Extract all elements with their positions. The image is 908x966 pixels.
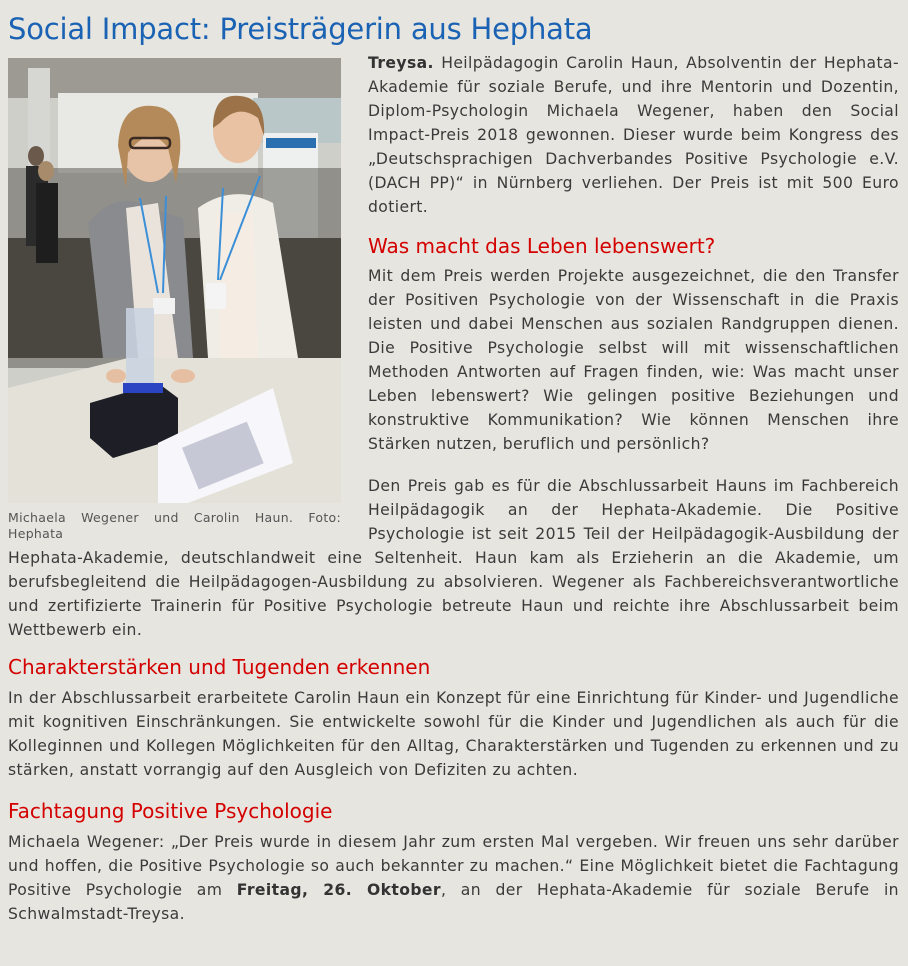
section-paragraph [8,830,899,926]
photo-caption: Michaela Wegener und Carolin Haun. Foto: Hephata [8,510,341,541]
quote-text: Michaela Wegener: „Der Preis wurde in diesem Jahr zum ersten Mal vergeben. Wir freuen uns sehr darüber und hoffen, die Positive Psychologie so auch bekannter zu machen.“ Eine Möglichkeit bietet die Fachtagung Positive Psychologie am [8,833,899,899]
article-figure [8,58,341,542]
section-paragraph: Mit dem Preis werden Projekte ausgezeichnet, die den Transfer der Positiven Psychologie von der Wissenschaft in die Praxis leisten und dabei Menschen aus sozialen Randgruppen dienen. Die Positive Psychologie selbst will mit wissenschaftlichen Methoden Antworten auf Fragen finden, wie: Was macht unser Leben lebenswert? Wie gelingen positive Beziehungen und konstruktive Kommunikation? Wie können Menschen ihre Stärken nutzen, beruflich und persönlich? [368,267,899,453]
section-charakterstaerken [8,654,899,782]
event-location-text: , an der Hephata-Akademie für soziale Berufe in Schwalmstadt-Treysa. [8,881,899,923]
intro-text: Heilpädagogin Carolin Haun, Absolventin der Hephata-Akademie für soziale Berufe, und ihre Mentorin und Dozentin, Diplom-Psychologin Michaela Wegener, haben den Social Impact-Preis 2018 gewonnen. Dieser wurde beim Kongress des „Deutschsprachigen Dachverbandes Positive Psychologie e.V. (DACH PP)“ in Nürnberg verliehen. Der Preis ist mit 500 Euro dotiert. [368,54,899,216]
event-date: Freitag, 26. Oktober [236,881,441,899]
photo-illustration [8,58,341,503]
section-paragraph: In der Abschlussarbeit erarbeitete Carolin Haun ein Konzept für eine Einrichtung für Kinder- und Jugendliche mit kognitiven Einschränkungen. Sie entwickelte sowohl für die Kinder und Jugendlichen als auch für die Kolleginnen und Kollegen Möglichkeiten für den Alltag, Charakterstärken und Tugenden zu erkennen und zu stärken, anstatt vorrangig auf den Ausgleich von Defiziten zu achten. [8,689,899,779]
dateline: Treysa. [368,54,434,72]
article-title: Social Impact: Preisträgerin aus Hephata [8,12,593,46]
article-photo[interactable] [8,58,341,503]
section-paragraph: Den Preis gab es für die Abschlussarbeit Hauns im Fachbereich Heilpädagogik an der Hephata-Akademie. Die Positive Psychologie ist seit 2015 Teil der Heilpädagogik-Ausbildung der Hephata-Akademie, deutschlandweit eine Seltenheit. Haun kam als Erzieherin an die Akademie, um berufsbegleitend die Heilpädagogen-Ausbildung zu absolvieren. Wegener als Fachbereichsverantwortliche und zertifizierte Trainerin für Positive Psychologie betreute Haun und reichte ihre Abschlussarbeit beim Wettbewerb ein. [8,477,899,639]
section-heading-lebenswert: Was macht das Leben lebenswert? [368,234,716,258]
section-heading-fachtagung: Fachtagung Positive Psychologie [8,799,333,823]
section-heading-charakterstaerken: Charakterstärken und Tugenden erkennen [8,655,431,679]
section-fachtagung [8,798,899,926]
